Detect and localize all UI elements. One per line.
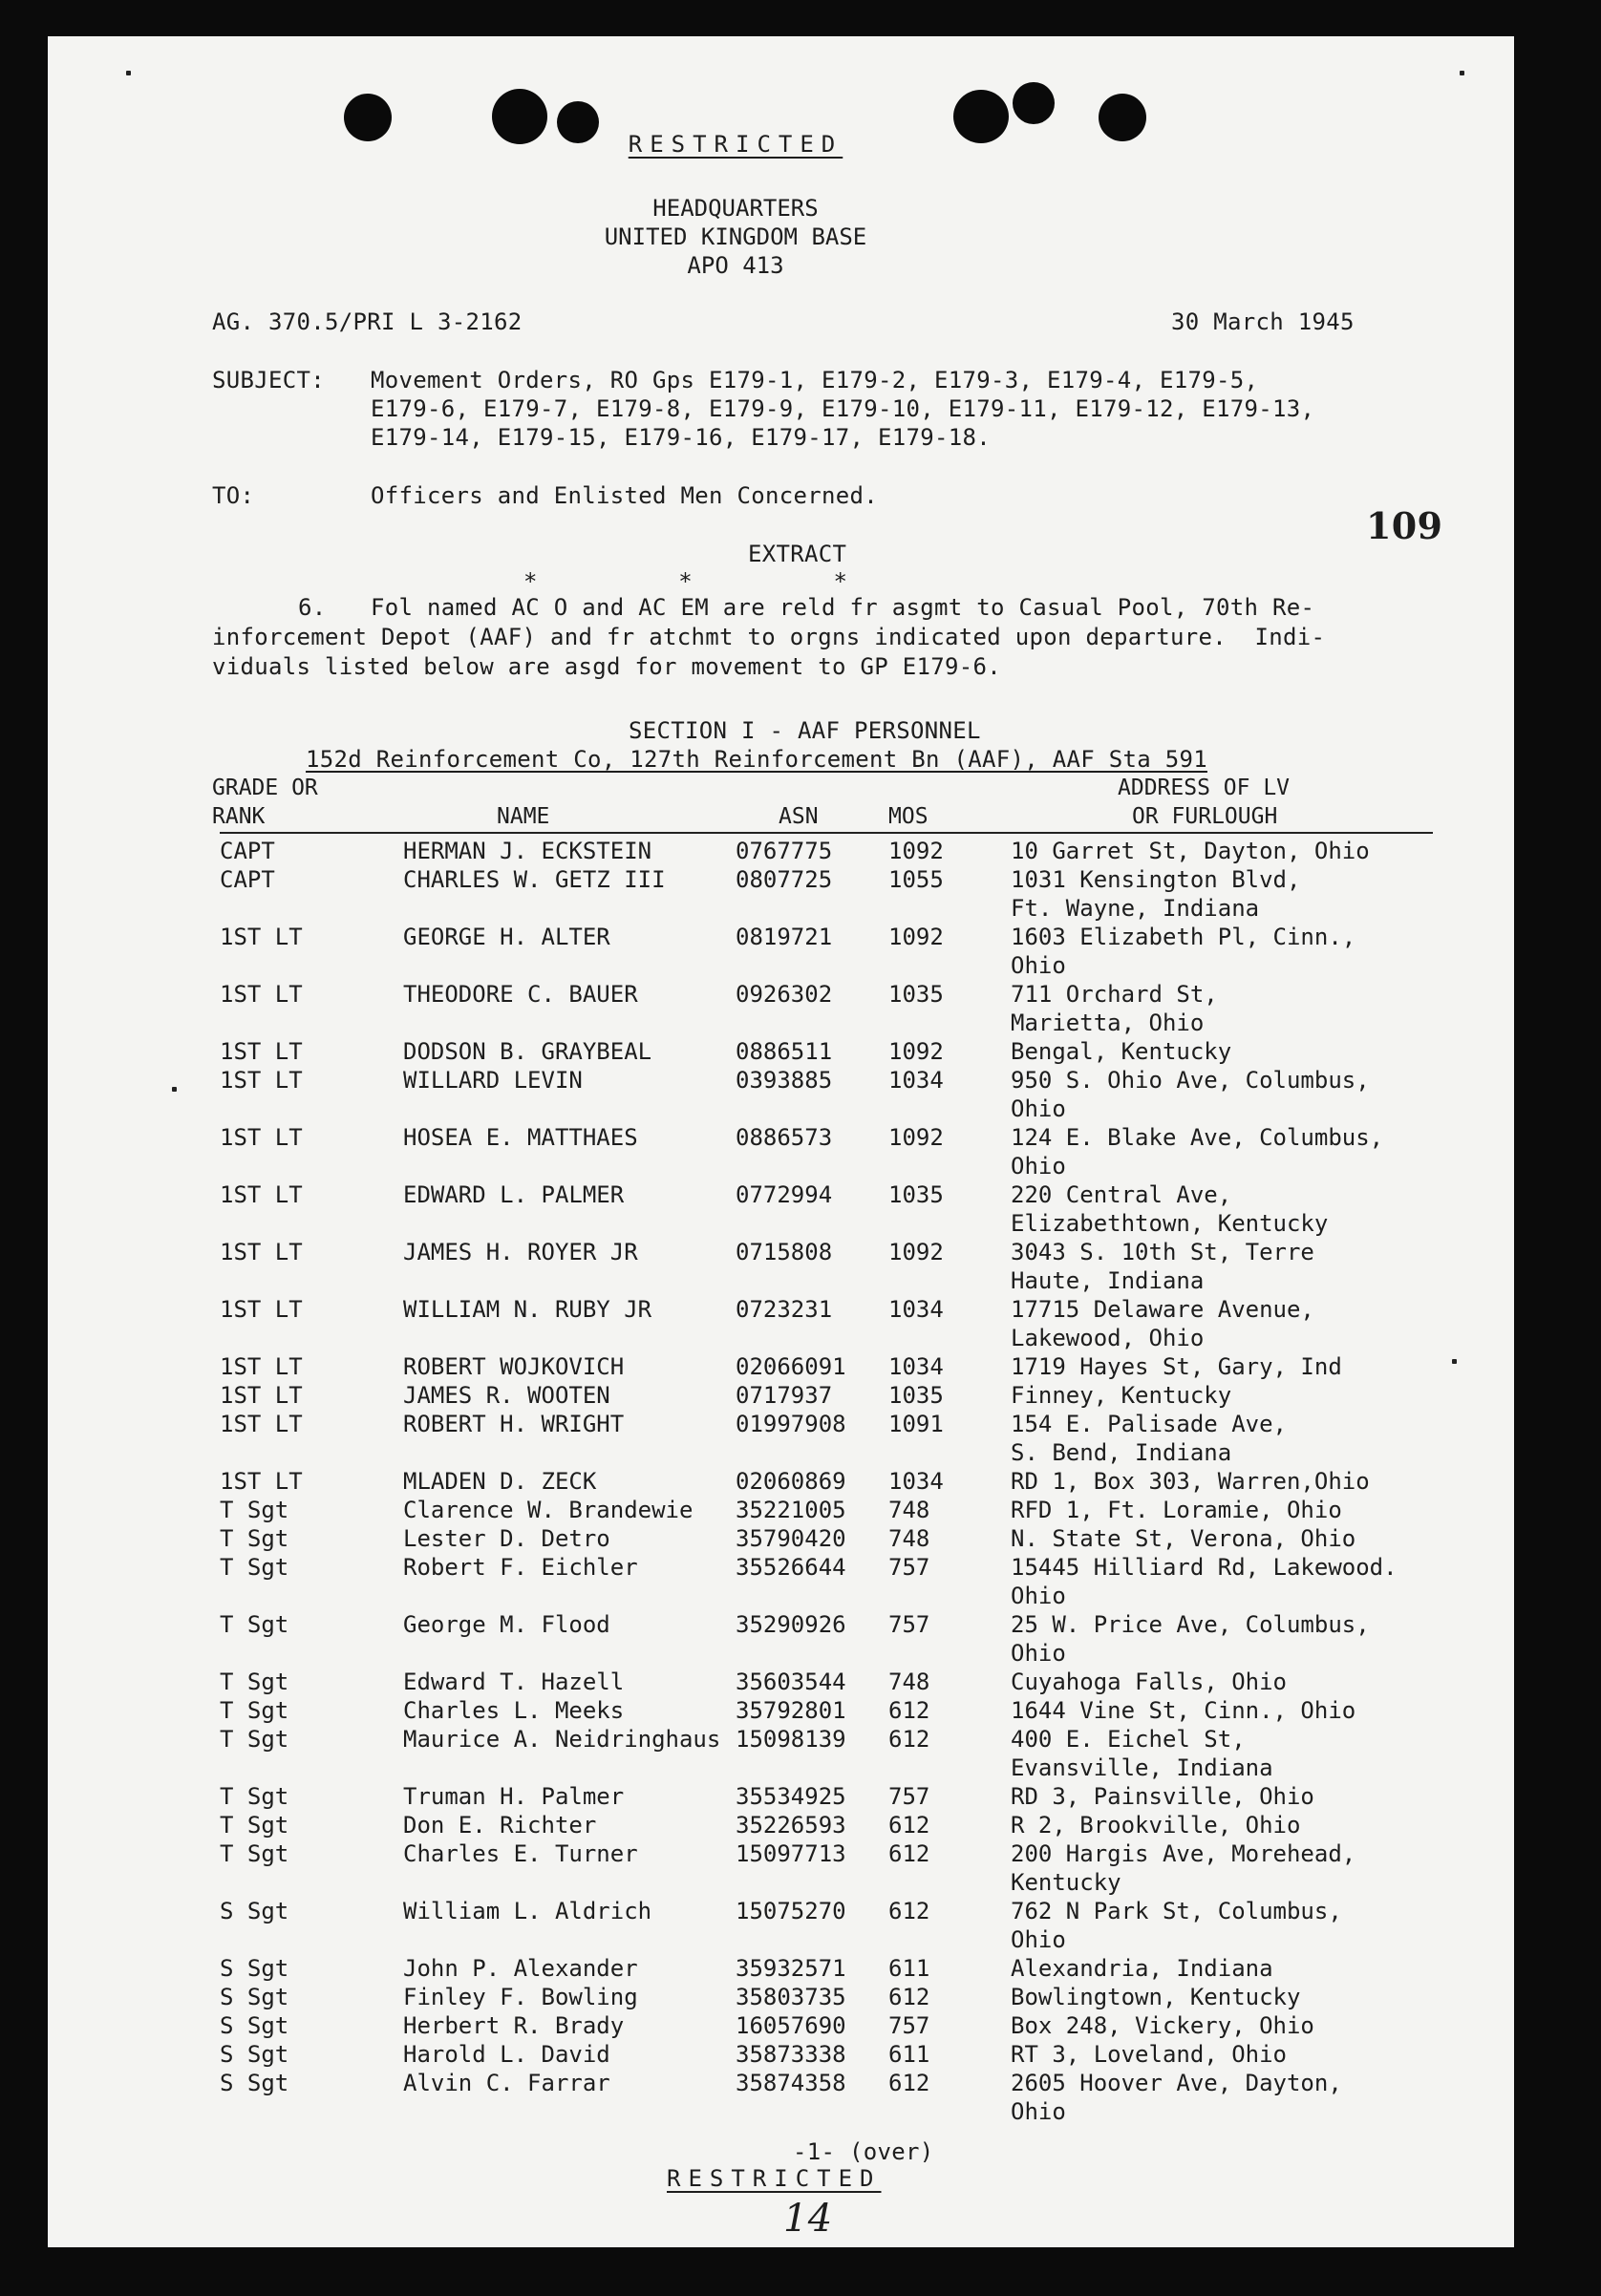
asn-cell: 0886511 <box>736 1038 833 1065</box>
page-stamp-number: 109 <box>1366 504 1443 547</box>
address-cell: 2605 Hoover Ave, Dayton, Ohio <box>1011 2070 1342 2125</box>
mos-cell: 1034 <box>888 1468 944 1495</box>
mos-cell: 1034 <box>888 1296 944 1323</box>
page-number: -1- (over) <box>793 2138 934 2165</box>
name-cell: Maurice A. Neidringhaus <box>403 1726 721 1753</box>
address-cell: 124 E. Blake Ave, Columbus, Ohio <box>1011 1124 1384 1180</box>
mos-cell: 1055 <box>888 866 944 893</box>
address-cell: 400 E. Eichel St, Evansville, Indiana <box>1011 1726 1273 1781</box>
mos-cell: 611 <box>888 2041 930 2068</box>
asn-cell: 16057690 <box>736 2012 846 2039</box>
grade-cell: 1ST LT <box>220 924 303 950</box>
name-cell: JAMES H. ROYER JR <box>403 1239 638 1265</box>
address-cell: Finney, Kentucky <box>1011 1382 1232 1409</box>
asn-cell: 35221005 <box>736 1497 846 1523</box>
mos-cell: 1035 <box>888 1382 944 1409</box>
column-header-asn: ASN <box>779 804 819 829</box>
asn-cell: 35932571 <box>736 1955 846 1982</box>
grade-cell: 1ST LT <box>220 1411 303 1437</box>
asn-cell: 0767775 <box>736 838 833 864</box>
address-cell: 711 Orchard St, Marietta, Ohio <box>1011 981 1218 1036</box>
address-cell: RD 3, Painsville, Ohio <box>1011 1783 1314 1810</box>
section-stars: * * * <box>523 568 848 595</box>
mos-cell: 1092 <box>888 1124 944 1151</box>
mos-cell: 1092 <box>888 1239 944 1265</box>
grade-cell: T Sgt <box>220 1669 289 1695</box>
column-header-name: NAME <box>497 804 550 829</box>
asn-cell: 0772994 <box>736 1181 833 1208</box>
asn-cell: 0715808 <box>736 1239 833 1265</box>
mos-cell: 612 <box>888 1840 930 1867</box>
grade-cell: 1ST LT <box>220 1181 303 1208</box>
name-cell: ROBERT WOJKOVICH <box>403 1353 625 1380</box>
headquarters-label: HEADQUARTERS <box>652 195 819 222</box>
grade-cell: 1ST LT <box>220 1124 303 1151</box>
speck <box>1460 71 1464 75</box>
address-cell: 25 W. Price Ave, Columbus, Ohio <box>1011 1611 1370 1667</box>
order-date: 30 March 1945 <box>1171 308 1355 335</box>
column-header-address: OR FURLOUGH <box>1132 804 1278 829</box>
grade-cell: S Sgt <box>220 2041 289 2068</box>
asn-cell: 35874358 <box>736 2070 846 2096</box>
asn-cell: 15098139 <box>736 1726 846 1753</box>
document-page <box>48 36 1514 2247</box>
name-cell: Charles L. Meeks <box>403 1697 625 1724</box>
punch-hole <box>1013 82 1055 124</box>
address-cell: 10 Garret St, Dayton, Ohio <box>1011 838 1370 864</box>
mos-cell: 612 <box>888 1726 930 1753</box>
speck <box>126 71 131 75</box>
name-cell: MLADEN D. ZECK <box>403 1468 597 1495</box>
name-cell: William L. Aldrich <box>403 1898 652 1924</box>
mos-cell: 1091 <box>888 1411 944 1437</box>
address-cell: 200 Hargis Ave, Morehead, Kentucky <box>1011 1840 1356 1896</box>
mos-cell: 748 <box>888 1669 930 1695</box>
name-cell: WILLIAM N. RUBY JR <box>403 1296 652 1323</box>
asn-cell: 35790420 <box>736 1525 846 1552</box>
asn-cell: 35534925 <box>736 1783 846 1810</box>
address-cell: 154 E. Palisade Ave, S. Bend, Indiana <box>1011 1411 1287 1466</box>
mos-cell: 612 <box>888 2070 930 2096</box>
mos-cell: 611 <box>888 1955 930 1982</box>
mos-cell: 748 <box>888 1497 930 1523</box>
section-title: SECTION I - AAF PERSONNEL <box>629 717 981 744</box>
speck <box>172 1087 177 1092</box>
grade-cell: T Sgt <box>220 1525 289 1552</box>
name-cell: Harold L. David <box>403 2041 610 2068</box>
address-cell: RFD 1, Ft. Loramie, Ohio <box>1011 1497 1342 1523</box>
mos-cell: 1092 <box>888 1038 944 1065</box>
mos-cell: 1092 <box>888 838 944 864</box>
address-cell: R 2, Brookville, Ohio <box>1011 1812 1301 1839</box>
asn-cell: 35873338 <box>736 2041 846 2068</box>
name-cell: GEORGE H. ALTER <box>403 924 610 950</box>
grade-cell: 1ST LT <box>220 1038 303 1065</box>
name-cell: Clarence W. Brandewie <box>403 1497 694 1523</box>
asn-cell: 35226593 <box>736 1812 846 1839</box>
asn-cell: 0819721 <box>736 924 833 950</box>
asn-cell: 01997908 <box>736 1411 846 1437</box>
address-cell: 1603 Elizabeth Pl, Cinn., Ohio <box>1011 924 1356 979</box>
asn-cell: 0723231 <box>736 1296 833 1323</box>
mos-cell: 757 <box>888 1611 930 1638</box>
name-cell: Charles E. Turner <box>403 1840 638 1867</box>
grade-cell: T Sgt <box>220 1497 289 1523</box>
asn-cell: 0886573 <box>736 1124 833 1151</box>
asn-cell: 15097713 <box>736 1840 846 1867</box>
name-cell: Lester D. Detro <box>403 1525 610 1552</box>
paragraph-line: Fol named AC O and AC EM are reld fr asgmt to Casual Pool, 70th Re- <box>371 594 1315 621</box>
address-cell: 17715 Delaware Avenue, Lakewood, Ohio <box>1011 1296 1314 1351</box>
asn-cell: 0926302 <box>736 981 833 1008</box>
asn-cell: 02066091 <box>736 1353 846 1380</box>
grade-cell: 1ST LT <box>220 1353 303 1380</box>
name-cell: George M. Flood <box>403 1611 610 1638</box>
address-cell: Bowlingtown, Kentucky <box>1011 1984 1301 2010</box>
grade-cell: S Sgt <box>220 1984 289 2010</box>
mos-cell: 1035 <box>888 981 944 1008</box>
column-header-mos: MOS <box>888 804 929 829</box>
mos-cell: 612 <box>888 1697 930 1724</box>
address-cell: RD 1, Box 303, Warren,Ohio <box>1011 1468 1370 1495</box>
address-cell: Box 248, Vickery, Ohio <box>1011 2012 1314 2039</box>
address-cell: N. State St, Verona, Ohio <box>1011 1525 1356 1552</box>
mos-cell: 612 <box>888 1984 930 2010</box>
subject-line: E179-6, E179-7, E179-8, E179-9, E179-10, E179-11, E179-12, E179-13, <box>371 395 1315 422</box>
asn-cell: 0807725 <box>736 866 833 893</box>
column-header-address: ADDRESS OF LV <box>1118 776 1291 800</box>
grade-cell: 1ST LT <box>220 1067 303 1094</box>
name-cell: THEODORE C. BAUER <box>403 981 638 1008</box>
column-header-grade: GRADE OR <box>212 776 318 800</box>
address-cell: 1644 Vine St, Cinn., Ohio <box>1011 1697 1356 1724</box>
name-cell: HOSEA E. MATTHAES <box>403 1124 638 1151</box>
asn-cell: 0393885 <box>736 1067 833 1094</box>
mos-cell: 612 <box>888 1898 930 1924</box>
section-unit: 152d Reinforcement Co, 127th Reinforcement Bn (AAF), AAF Sta 591 <box>306 746 1207 773</box>
name-cell: ROBERT H. WRIGHT <box>403 1411 625 1437</box>
name-cell: WILLARD LEVIN <box>403 1067 583 1094</box>
unit-label: UNITED KINGDOM BASE <box>604 223 867 250</box>
grade-cell: 1ST LT <box>220 981 303 1008</box>
grade-cell: T Sgt <box>220 1697 289 1724</box>
address-cell: 1031 Kensington Blvd, Ft. Wayne, Indiana <box>1011 866 1301 922</box>
name-cell: Edward T. Hazell <box>403 1669 625 1695</box>
name-cell: Don E. Richter <box>403 1812 597 1839</box>
header-rule <box>220 832 1433 834</box>
asn-cell: 35803735 <box>736 1984 846 2010</box>
address-cell: 950 S. Ohio Ave, Columbus, Ohio <box>1011 1067 1370 1122</box>
address-cell: Bengal, Kentucky <box>1011 1038 1232 1065</box>
name-cell: Herbert R. Brady <box>403 2012 625 2039</box>
paragraph-line: viduals listed below are asgd for movement to GP E179-6. <box>212 653 1001 680</box>
name-cell: John P. Alexander <box>403 1955 638 1982</box>
asn-cell: 15075270 <box>736 1898 846 1924</box>
paragraph-line: inforcement Depot (AAF) and fr atchmt to orgns indicated upon departure. Indi- <box>212 624 1326 650</box>
paragraph-number: 6. <box>298 594 327 621</box>
name-cell: CHARLES W. GETZ III <box>403 866 666 893</box>
grade-cell: S Sgt <box>220 1898 289 1924</box>
name-cell: Alvin C. Farrar <box>403 2070 610 2096</box>
grade-cell: T Sgt <box>220 1840 289 1867</box>
asn-cell: 35290926 <box>736 1611 846 1638</box>
grade-cell: T Sgt <box>220 1611 289 1638</box>
column-header-grade: RANK <box>212 804 266 829</box>
mos-cell: 1092 <box>888 924 944 950</box>
grade-cell: T Sgt <box>220 1812 289 1839</box>
grade-cell: 1ST LT <box>220 1296 303 1323</box>
mos-cell: 757 <box>888 1783 930 1810</box>
subject-line: Movement Orders, RO Gps E179-1, E179-2, E179-3, E179-4, E179-5, <box>371 367 1259 393</box>
grade-cell: T Sgt <box>220 1726 289 1753</box>
address-cell: 1719 Hayes St, Gary, Ind <box>1011 1353 1342 1380</box>
name-cell: HERMAN J. ECKSTEIN <box>403 838 652 864</box>
name-cell: DODSON B. GRAYBEAL <box>403 1038 652 1065</box>
mos-cell: 1034 <box>888 1353 944 1380</box>
grade-cell: 1ST LT <box>220 1468 303 1495</box>
name-cell: Truman H. Palmer <box>403 1783 625 1810</box>
to-text: Officers and Enlisted Men Concerned. <box>371 482 878 509</box>
address-cell: 15445 Hilliard Rd, Lakewood. Ohio <box>1011 1554 1398 1609</box>
asn-cell: 35526644 <box>736 1554 846 1581</box>
apo-label: APO 413 <box>687 252 784 279</box>
name-cell: Robert F. Eichler <box>403 1554 638 1581</box>
grade-cell: 1ST LT <box>220 1239 303 1265</box>
mos-cell: 612 <box>888 1812 930 1839</box>
address-cell: 762 N Park St, Columbus, Ohio <box>1011 1898 1342 1953</box>
address-cell: 220 Central Ave, Elizabethtown, Kentucky <box>1011 1181 1329 1237</box>
grade-cell: S Sgt <box>220 2070 289 2096</box>
grade-cell: T Sgt <box>220 1554 289 1581</box>
extract-heading: EXTRACT <box>748 541 847 567</box>
to-label: TO: <box>212 482 255 509</box>
address-cell: RT 3, Loveland, Ohio <box>1011 2041 1287 2068</box>
address-cell: 3043 S. 10th St, Terre Haute, Indiana <box>1011 1239 1314 1294</box>
asn-cell: 35603544 <box>736 1669 846 1695</box>
address-cell: Cuyahoga Falls, Ohio <box>1011 1669 1287 1695</box>
asn-cell: 35792801 <box>736 1697 846 1724</box>
restricted-footer: RESTRICTED <box>667 2165 882 2192</box>
mos-cell: 748 <box>888 1525 930 1552</box>
restricted-header: RESTRICTED <box>628 131 843 158</box>
mos-cell: 757 <box>888 2012 930 2039</box>
mos-cell: 1035 <box>888 1181 944 1208</box>
subject-line: E179-14, E179-15, E179-16, E179-17, E179-18. <box>371 424 991 451</box>
address-cell: Alexandria, Indiana <box>1011 1955 1273 1982</box>
asn-cell: 0717937 <box>736 1382 833 1409</box>
subject-label: SUBJECT: <box>212 367 325 393</box>
grade-cell: 1ST LT <box>220 1382 303 1409</box>
asn-cell: 02060869 <box>736 1468 846 1495</box>
grade-cell: T Sgt <box>220 1783 289 1810</box>
name-cell: JAMES R. WOOTEN <box>403 1382 610 1409</box>
grade-cell: CAPT <box>220 866 275 893</box>
name-cell: EDWARD L. PALMER <box>403 1181 625 1208</box>
mos-cell: 757 <box>888 1554 930 1581</box>
handwritten-number: 14 <box>783 2197 833 2241</box>
grade-cell: S Sgt <box>220 1955 289 1982</box>
name-cell: Finley F. Bowling <box>403 1984 638 2010</box>
reference-number: AG. 370.5/PRI L 3-2162 <box>212 308 523 335</box>
grade-cell: S Sgt <box>220 2012 289 2039</box>
grade-cell: CAPT <box>220 838 275 864</box>
mos-cell: 1034 <box>888 1067 944 1094</box>
